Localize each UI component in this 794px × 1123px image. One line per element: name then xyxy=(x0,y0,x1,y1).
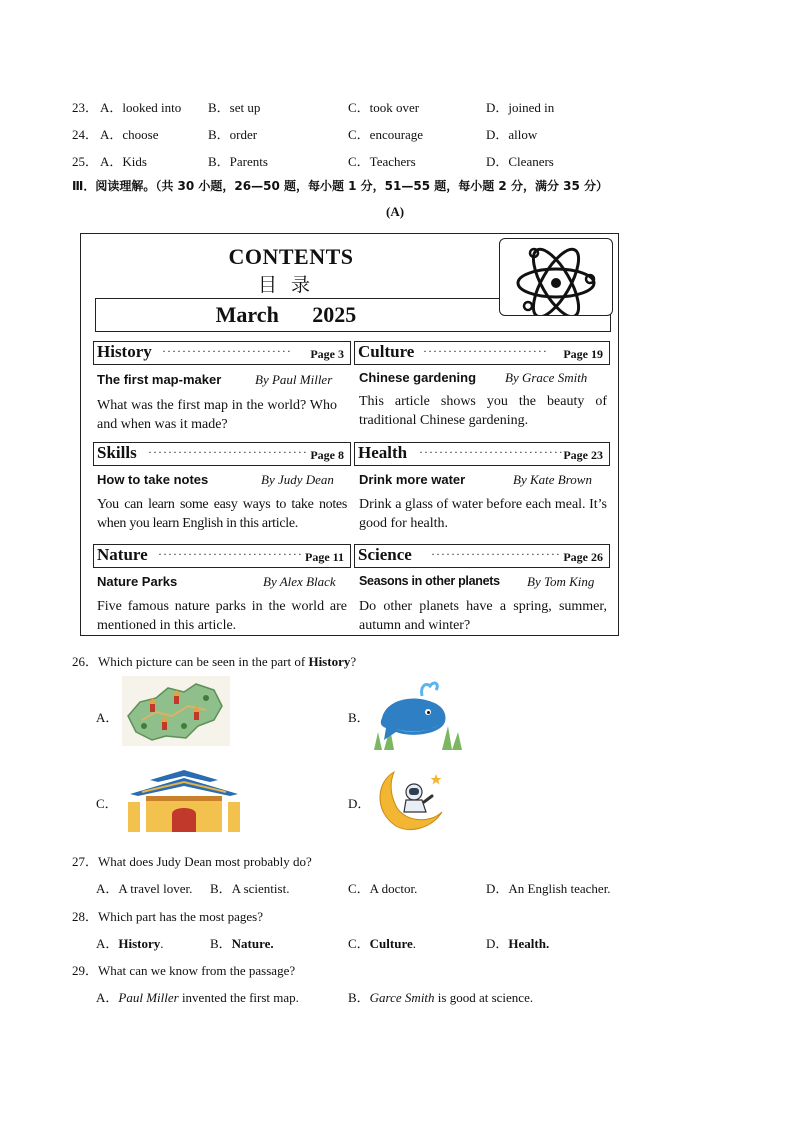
question-23 xyxy=(72,97,98,116)
question-number: 26． xyxy=(72,654,99,669)
article-title: Chinese gardening xyxy=(359,370,477,385)
dot-leader: ····························· xyxy=(158,547,303,561)
option-b[interactable]: B．A scientist. xyxy=(210,881,290,896)
article-author: By Alex Black xyxy=(263,574,336,589)
contents-box xyxy=(80,233,619,636)
question-25 xyxy=(72,151,98,170)
question-number: 27． xyxy=(72,854,99,869)
dot-leader: ························· xyxy=(423,344,548,358)
option-c[interactable]: C．encourage xyxy=(348,127,424,142)
option-d[interactable]: D．allow xyxy=(486,127,538,142)
category-culture xyxy=(354,341,610,365)
option-a[interactable] xyxy=(96,987,299,1006)
option-name: Garce Smith xyxy=(369,990,435,1005)
section-heading: Ⅲ．阅读理解。（共 30 小题，26—50 题，每小题 1 分，51—55 题，每小题 2 分，满分 35 分） xyxy=(72,179,609,193)
category-nature xyxy=(93,544,351,568)
category-name: History xyxy=(97,342,152,361)
map-picture[interactable] xyxy=(122,676,230,746)
option-d[interactable]: D．An English teacher. xyxy=(486,881,611,896)
category-name: Health xyxy=(358,443,408,462)
article-description: Five famous nature parks in the world are mentioned in this article. xyxy=(97,599,347,633)
atom-icon xyxy=(500,239,612,315)
article-author: By Tom King xyxy=(527,574,595,589)
option-text: Health. xyxy=(508,936,550,951)
question-number: 28． xyxy=(72,909,99,924)
article-title: The first map-maker xyxy=(97,372,222,387)
option-text: invented the first map. xyxy=(178,990,299,1005)
option-a[interactable]: A． xyxy=(96,710,119,725)
option-c[interactable] xyxy=(348,933,416,952)
category-skills xyxy=(93,442,351,466)
option-punct: . xyxy=(412,936,417,951)
question-number: 24． xyxy=(72,127,99,142)
option-letter: A． xyxy=(96,936,119,951)
question-keyword: History xyxy=(308,654,351,669)
option-text: Nature. xyxy=(231,936,274,951)
option-text: Culture xyxy=(369,936,413,951)
article-description: Drink a glass of water before each meal. It’s good for health. xyxy=(359,497,607,531)
option-d[interactable]: D．Cleaners xyxy=(486,154,554,169)
article-description: This article shows you the beauty of traditional Chinese gardening. xyxy=(359,394,607,428)
option-b[interactable]: B．Parents xyxy=(208,154,268,169)
question-text: Which picture can be seen in the part of xyxy=(98,654,309,669)
article-description: What was the first map in the world? Who and when was it made? xyxy=(97,398,337,432)
astronaut-moon-picture[interactable] xyxy=(374,766,446,834)
option-b[interactable]: B． xyxy=(348,710,370,725)
category-history xyxy=(93,341,351,365)
article-title: Nature Parks xyxy=(97,574,178,589)
question-number: 23． xyxy=(72,100,99,115)
category-page: Page 11 xyxy=(305,550,344,564)
map-icon xyxy=(122,676,230,746)
passage-label: (A) xyxy=(386,204,405,219)
option-text: History xyxy=(118,936,161,951)
option-letter: B． xyxy=(348,990,370,1005)
option-a[interactable] xyxy=(96,933,164,952)
question-26 xyxy=(72,651,356,670)
category-page: Page 3 xyxy=(310,347,344,361)
category-page: Page 26 xyxy=(563,550,603,564)
issue-month: March 2025 xyxy=(215,302,357,327)
option-b[interactable]: B．set up xyxy=(208,100,261,115)
option-a[interactable]: A．choose xyxy=(100,127,159,142)
atom-icon-box xyxy=(499,238,613,316)
option-letter: C． xyxy=(348,936,370,951)
question-mark: ? xyxy=(350,654,357,669)
astronaut-moon-icon xyxy=(374,766,446,834)
option-c[interactable]: C． xyxy=(96,796,118,811)
question-number: 29． xyxy=(72,963,99,978)
question-text: What can we know from the passage? xyxy=(98,963,296,978)
category-name: Nature xyxy=(97,545,148,564)
option-name: Paul Miller xyxy=(118,990,179,1005)
dot-leader: ·························· xyxy=(431,547,561,561)
question-27 xyxy=(72,851,312,870)
article-description: Do other planets have a spring, summer, autumn and winter? xyxy=(359,599,607,633)
option-c[interactable]: C．Teachers xyxy=(348,154,416,169)
article-author: By Kate Brown xyxy=(513,472,592,487)
option-a[interactable]: A．looked into xyxy=(100,100,182,115)
option-b[interactable] xyxy=(210,933,274,952)
chinese-gate-picture[interactable] xyxy=(120,766,248,832)
option-c[interactable]: C．A doctor. xyxy=(348,881,418,896)
article-title: Seasons in other planets xyxy=(359,574,500,588)
question-text: Which part has the most pages? xyxy=(98,909,263,924)
question-28 xyxy=(72,906,263,925)
option-b[interactable]: B．order xyxy=(208,127,258,142)
option-d[interactable]: D．joined in xyxy=(486,100,555,115)
option-b[interactable] xyxy=(348,987,533,1006)
whale-picture[interactable] xyxy=(372,676,464,750)
contents-title-cn: 目录 xyxy=(257,274,324,296)
category-page: Page 19 xyxy=(563,347,603,361)
category-name: Science xyxy=(358,545,412,564)
question-number: 25． xyxy=(72,154,99,169)
category-page: Page 8 xyxy=(310,448,344,462)
question-text: What does Judy Dean most probably do? xyxy=(98,854,312,869)
chinese-gate-icon xyxy=(120,766,248,832)
category-name: Skills xyxy=(97,443,137,462)
option-letter: A． xyxy=(96,990,119,1005)
option-punct: . xyxy=(160,936,164,951)
option-a[interactable]: A．A travel lover. xyxy=(96,881,193,896)
article-author: By Paul Miller xyxy=(255,372,333,387)
option-letter: D． xyxy=(486,936,509,951)
article-description: You can learn some easy ways to take notes when you learn English in this article. xyxy=(97,497,347,531)
dot-leader: ····························· xyxy=(419,445,564,459)
option-d[interactable]: D． xyxy=(348,796,371,811)
article-author: By Grace Smith xyxy=(505,370,588,385)
article-title: How to take notes xyxy=(97,472,209,487)
option-a[interactable]: A．Kids xyxy=(100,154,147,169)
category-science xyxy=(354,544,610,568)
contents-title: CONTENTS xyxy=(228,244,354,269)
option-letter: B． xyxy=(210,936,232,951)
option-text: is good at science. xyxy=(434,990,534,1005)
category-page: Page 23 xyxy=(563,448,603,462)
article-title: Drink more water xyxy=(359,472,466,487)
article-author: By Judy Dean xyxy=(261,472,334,487)
whale-icon xyxy=(372,676,464,750)
option-c[interactable]: C．took over xyxy=(348,100,420,115)
category-name: Culture xyxy=(358,342,415,361)
category-health xyxy=(354,442,610,466)
dot-leader: ·························· xyxy=(162,344,292,358)
dot-leader: ································ xyxy=(148,445,308,459)
option-d[interactable] xyxy=(486,933,549,952)
question-24 xyxy=(72,124,98,143)
question-29 xyxy=(72,960,295,979)
